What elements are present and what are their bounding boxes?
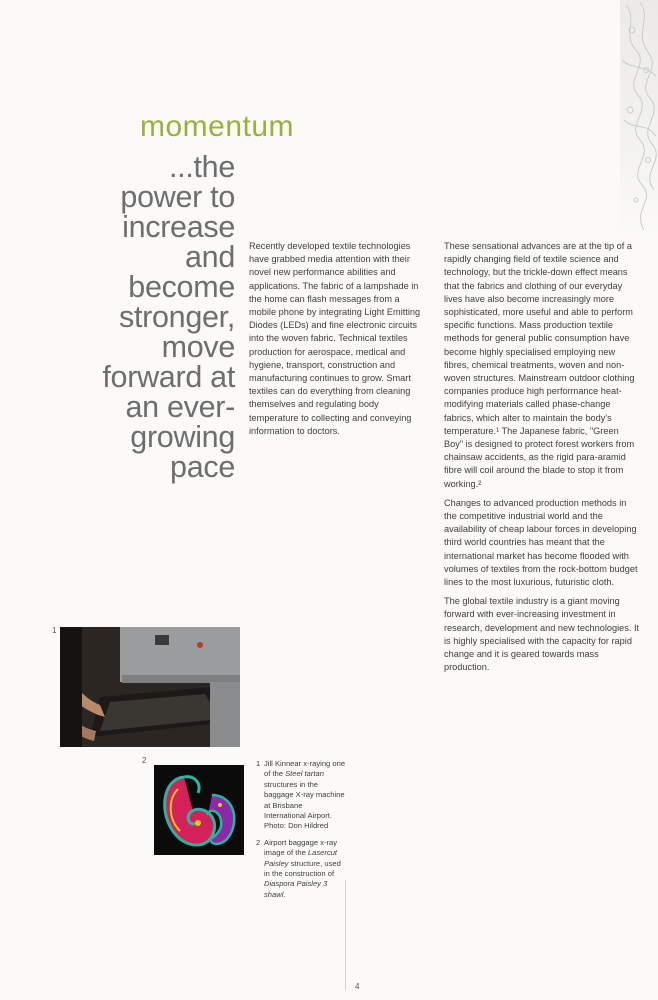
caption-italic-title: Steel tartan	[285, 769, 324, 779]
caption-text-part: structures in the baggage X-ray machine at Brisbane International Airport.	[264, 779, 345, 821]
caption-number: 2	[256, 837, 261, 847]
tagline-line: increase	[122, 210, 235, 244]
tagline-line: become	[128, 270, 235, 304]
section-heading: momentum	[140, 110, 295, 143]
body-paragraph: These sensational advances are at the tip of a rapidly changing field of textile science and technology, but the trickle-down effect means that the fabrics and clothing of our everyday lives have also become increasingly more sophisticated, more useful and able to perform specific functions. Mass production textile methods for general public consumption have become highly specialised employing new fibres, chemical treatments, woven and non-woven structures. Mainstream outdoor clothing companies produce high performance heat-modifying materials called phase-change fabrics, which alter to maintain the body's temperature.¹ The Japanese fabric, "Green Boy" is designed to protect forest workers from chainsaw accidents, as the rigid para-aramid fibre will coil around the blade to stop it from working.²	[444, 241, 635, 489]
tagline-line: an ever-	[125, 390, 235, 424]
tagline-line: growing	[130, 420, 235, 454]
tagline-line: ...the	[168, 150, 235, 184]
caption-text-part: Jill Kinnear x-raying one of the	[264, 759, 346, 779]
body-column-left	[249, 240, 425, 444]
caption-1	[256, 759, 346, 832]
caption-text-part: .	[283, 889, 286, 899]
tagline-line: stronger,	[119, 300, 235, 334]
body-paragraph: The global textile industry is a giant moving forward with ever-increasing investment in research, development and new technologies. It is highly specialised with the capacity for rapid change and it is geared towards mass production.	[444, 596, 640, 673]
caption-text-part: Airport baggage x-ray image of the	[264, 837, 338, 858]
caption-2	[256, 838, 346, 900]
caption-text-part: structure, used in the construction of	[264, 858, 341, 879]
tagline-line: and	[185, 240, 235, 274]
body-paragraph: Recently developed textile technologies have grabbed media attention with their novel new performance abilities and applications. The fabric of a lampshade in the home can flash messages from a mobile phone by integrating Light Emitting Diodes (LEDs) and fine electronic circuits into the woven fabric. Technical textiles production for aerospace, medical and hygiene, transport, construction and manufacturing continues to grow. Smart textiles can do everything from cleaning themselves and regulating body temperature to collecting and conveying information to doctors.	[249, 241, 421, 436]
xray-machine-illustration	[60, 627, 240, 747]
caption-italic-title: Diaspora Paisley 3 shawl	[264, 879, 328, 899]
figure-number: 2	[142, 756, 147, 765]
figure-number: 1	[52, 626, 57, 635]
page-number: 4	[355, 982, 360, 991]
lace-pattern-graphic	[620, 0, 658, 235]
caption-italic-title: Lasercut Paisley	[264, 848, 338, 868]
decorative-lace-strip	[620, 0, 658, 235]
vertical-divider	[345, 880, 346, 990]
xray-paisley-image	[154, 765, 244, 855]
body-paragraph: Changes to advanced production methods in the competitive industrial world and the availability of cheap labour forces in developing third world countries has meant that the international market has become flooded with volumes of textiles from the rock-bottom budget lines to the most luxurious, futuristic cloth.	[444, 497, 638, 588]
body-column-right	[444, 240, 640, 681]
photo-xray-machine	[60, 627, 240, 747]
figure-captions	[256, 759, 346, 906]
caption-text	[264, 759, 346, 832]
tagline-line: power to	[120, 180, 235, 214]
photo-credit: Photo: Don Hildred	[264, 821, 329, 831]
caption-text	[264, 838, 346, 900]
tagline-line: pace	[170, 450, 235, 484]
tagline	[80, 152, 235, 482]
tagline-line: forward at	[102, 360, 235, 394]
paisley-xray-illustration	[154, 765, 244, 855]
caption-number: 1	[256, 759, 261, 768]
tagline-line: move	[161, 330, 235, 364]
